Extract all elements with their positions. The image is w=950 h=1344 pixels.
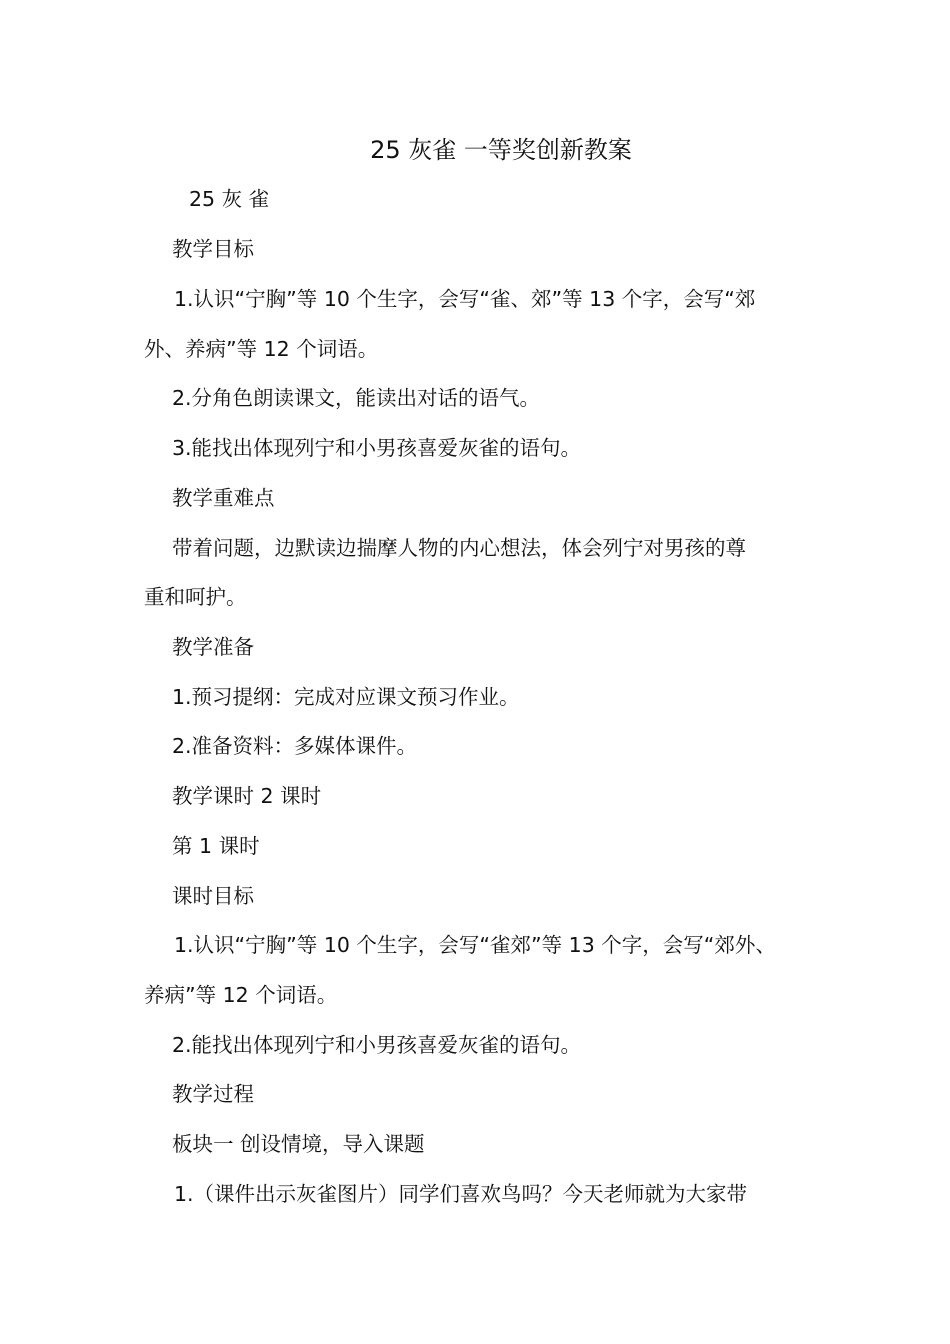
paragraph-line: 1.认识“宁胸”等 10 个生字，会写“雀郊”等 13 个字，会写“郊外、 (174, 933, 776, 957)
document-title: 25 灰雀 一等奖创新教案 (370, 136, 632, 164)
paragraph-line: 1.认识“宁胸”等 10 个生字，会写“雀、郊”等 13 个字，会写“郊 (174, 287, 756, 311)
lesson-heading: 25 灰 雀 (189, 187, 270, 211)
section-heading-lesson-objectives: 课时目标 (172, 884, 254, 908)
section-heading-key-points: 教学重难点 (172, 486, 275, 510)
paragraph-line: 1.预习提纲：完成对应课文预习作业。 (172, 685, 520, 709)
section-heading-block-one: 板块一 创设情境，导入课题 (172, 1132, 425, 1156)
paragraph-line: 带着问题，边默读边揣摩人物的内心想法，体会列宁对男孩的尊 (172, 536, 746, 560)
paragraph-line: 3.能找出体现列宁和小男孩喜爱灰雀的语句。 (172, 436, 582, 460)
section-heading-preparation: 教学准备 (172, 635, 254, 659)
paragraph-line: 2.分角色朗读课文，能读出对话的语气。 (172, 386, 541, 410)
section-heading-objectives: 教学目标 (172, 237, 254, 261)
paragraph-line: 养病”等 12 个词语。 (144, 983, 338, 1007)
paragraph-line: 2.能找出体现列宁和小男孩喜爱灰雀的语句。 (172, 1033, 582, 1057)
section-heading-first-lesson: 第 1 课时 (172, 834, 260, 858)
paragraph-line: 2.准备资料：多媒体课件。 (172, 734, 418, 758)
section-heading-hours: 教学课时 2 课时 (172, 784, 322, 808)
section-heading-process: 教学过程 (172, 1082, 254, 1106)
paragraph-line: 重和呵护。 (144, 585, 247, 609)
paragraph-line: 1.（课件出示灰雀图片）同学们喜欢鸟吗？今天老师就为大家带 (174, 1182, 748, 1206)
paragraph-line: 外、养病”等 12 个词语。 (144, 337, 379, 361)
